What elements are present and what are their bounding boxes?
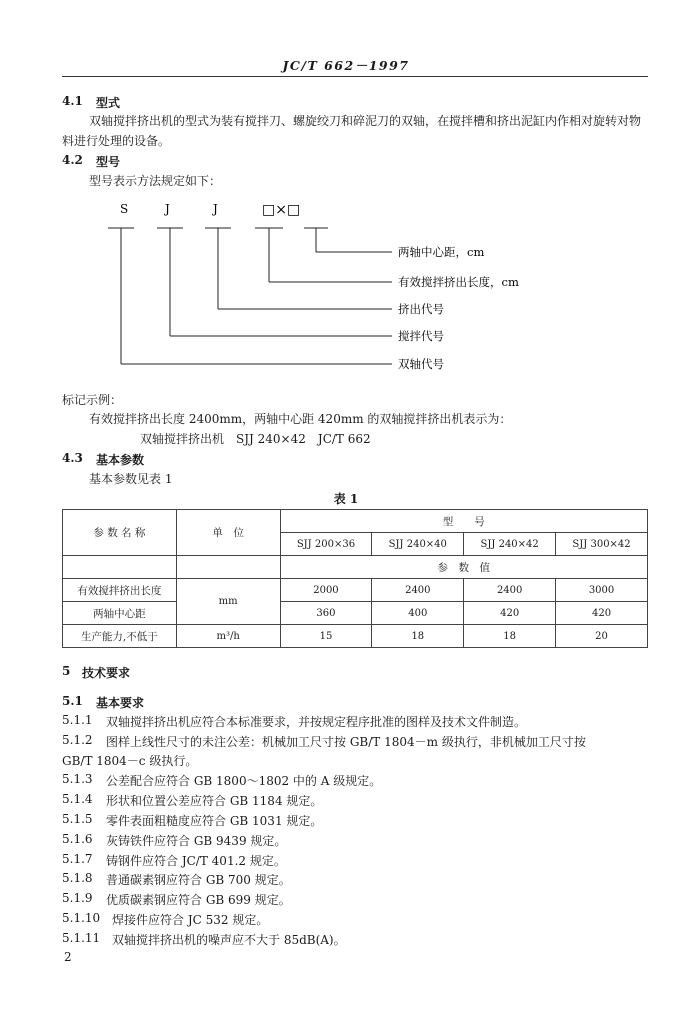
table-cell: 420 — [464, 602, 556, 625]
model-designation-diagram — [0, 0, 692, 380]
model-3: SJJ 240×42 — [464, 533, 556, 556]
table-row — [63, 602, 648, 625]
diagram-leader-lines — [108, 228, 392, 364]
item-text: 铸钢件应符合 JC/T 401.2 规定。 — [106, 854, 286, 868]
table-cell: 2000 — [280, 579, 372, 602]
header-param-values: 参 数 值 — [280, 556, 647, 579]
item-text: 灰铸铁件应符合 GB 9439 规定。 — [106, 834, 287, 848]
item-text: 优质碳素钢应符合 GB 699 规定。 — [106, 893, 291, 907]
item-text: 普通碳素钢应符合 GB 700 规定。 — [106, 873, 291, 887]
item-number: 5.1.3 — [62, 772, 93, 786]
table-cell: 2400 — [372, 579, 464, 602]
table-cell: 360 — [280, 602, 372, 625]
model-4: SJJ 300×42 — [556, 533, 648, 556]
section-5-number: 5 — [62, 664, 71, 678]
table-cell: 18 — [464, 625, 556, 648]
item-text: 图样上线性尺寸的未注公差：机械加工尺寸按 GB/T 1804－m 级执行，非机械加工尺寸按 — [106, 735, 586, 749]
example-heading: 标记示例： — [62, 393, 123, 407]
section-4-1-title: 型式 — [96, 96, 121, 110]
row-name-capacity: 生产能力,不低于 — [63, 625, 177, 648]
example-line-1: 有效搅拌挤出长度 2400mm，两轴中心距 420mm 的双轴搅拌挤出机表示为： — [89, 412, 512, 426]
item-number: 5.1.8 — [62, 871, 93, 885]
label-double-shaft-code: 双轴代号 — [398, 357, 444, 371]
section-5-1-title: 基本要求 — [96, 696, 145, 710]
item-text: 公差配合应符合 GB 1800～1802 中的 A 级规定。 — [106, 774, 382, 788]
example-line-2: 双轴搅拌挤出机 SJJ 240×42 JC/T 662 — [140, 432, 371, 446]
table-row — [63, 625, 648, 648]
item-number: 5.1.9 — [62, 891, 93, 905]
label-mixing-code: 搅拌代号 — [398, 329, 444, 343]
section-5-title: 技术要求 — [82, 666, 131, 680]
table-cell: 400 — [372, 602, 464, 625]
item-number: 5.1.11 — [62, 931, 101, 945]
table-header-row-values — [63, 556, 648, 579]
table-cell: 2400 — [464, 579, 556, 602]
item-text: 焊接件应符合 JC 532 规定。 — [112, 913, 269, 927]
diagram-letter-j2: J — [213, 202, 218, 216]
model-2: SJJ 240×40 — [372, 533, 464, 556]
item-text: 双轴搅拌挤出机应符合本标准要求，并按规定程序批准的图样及技术文件制造。 — [106, 715, 527, 729]
label-effective-length: 有效搅拌挤出长度，cm — [398, 275, 519, 289]
item-number: 5.1.7 — [62, 852, 93, 866]
model-format-intro: 型号表示方法规定如下： — [89, 174, 222, 188]
header-unit: 单 位 — [176, 510, 280, 556]
diagram-letter-j1: J — [165, 202, 170, 216]
table-cell: 15 — [280, 625, 372, 648]
table-cell: 420 — [556, 602, 648, 625]
item-text: 双轴搅拌挤出机的噪声应不大于 85dB(A)。 — [112, 933, 346, 947]
table-cell: 20 — [556, 625, 648, 648]
table-reference: 基本参数见表 1 — [89, 472, 173, 486]
section-4-2-number: 4.2 — [62, 153, 83, 167]
item-number: 5.1.4 — [62, 792, 93, 806]
unit-mm: mm — [176, 579, 280, 625]
diagram-placeholder-boxes: □×□ — [262, 202, 301, 218]
section-5-1-number: 5.1 — [62, 694, 83, 708]
row-name-effective-length: 有效搅拌挤出长度 — [63, 579, 177, 602]
item-number: 5.1.1 — [62, 713, 93, 727]
table-header-row-1 — [63, 510, 648, 533]
model-1: SJJ 200×36 — [280, 533, 372, 556]
section-4-1-body: 双轴搅拌挤出机的型式为装有搅拌刀、螺旋绞刀和碎泥刀的双轴，在搅拌槽和挤出泥缸内作相对旋转对物料进行处理的设备。 — [62, 114, 642, 148]
diagram-letter-s: S — [120, 202, 129, 216]
table-row — [63, 579, 648, 602]
page-number: 2 — [64, 950, 72, 964]
table-1-caption: 表 1 — [333, 492, 359, 506]
item-text-continued: GB/T 1804－c 级执行。 — [62, 754, 198, 768]
unit-capacity: m³/h — [176, 625, 280, 648]
section-4-2-title: 型号 — [96, 155, 121, 169]
section-4-1-number: 4.1 — [62, 94, 83, 108]
item-number: 5.1.10 — [62, 911, 101, 925]
table-cell: 18 — [372, 625, 464, 648]
standard-code-header: JC/T 662－1997 — [282, 58, 410, 73]
parameters-table — [62, 509, 648, 648]
item-number: 5.1.6 — [62, 832, 93, 846]
table-cell: 3000 — [556, 579, 648, 602]
section-4-3-number: 4.3 — [62, 451, 83, 465]
item-text: 零件表面粗糙度应符合 GB 1031 规定。 — [106, 814, 323, 828]
row-name-center-distance: 两轴中心距 — [63, 602, 177, 625]
section-4-3-title: 基本参数 — [96, 453, 145, 467]
label-shaft-center-distance: 两轴中心距，cm — [398, 245, 485, 259]
label-extrusion-code: 挤出代号 — [398, 302, 444, 316]
item-number: 5.1.2 — [62, 733, 93, 747]
item-number: 5.1.5 — [62, 812, 93, 826]
header-param-name: 参 数 名 称 — [63, 510, 177, 556]
header-model: 型 号 — [280, 510, 647, 533]
item-text: 形状和位置公差应符合 GB 1184 规定。 — [106, 794, 323, 808]
